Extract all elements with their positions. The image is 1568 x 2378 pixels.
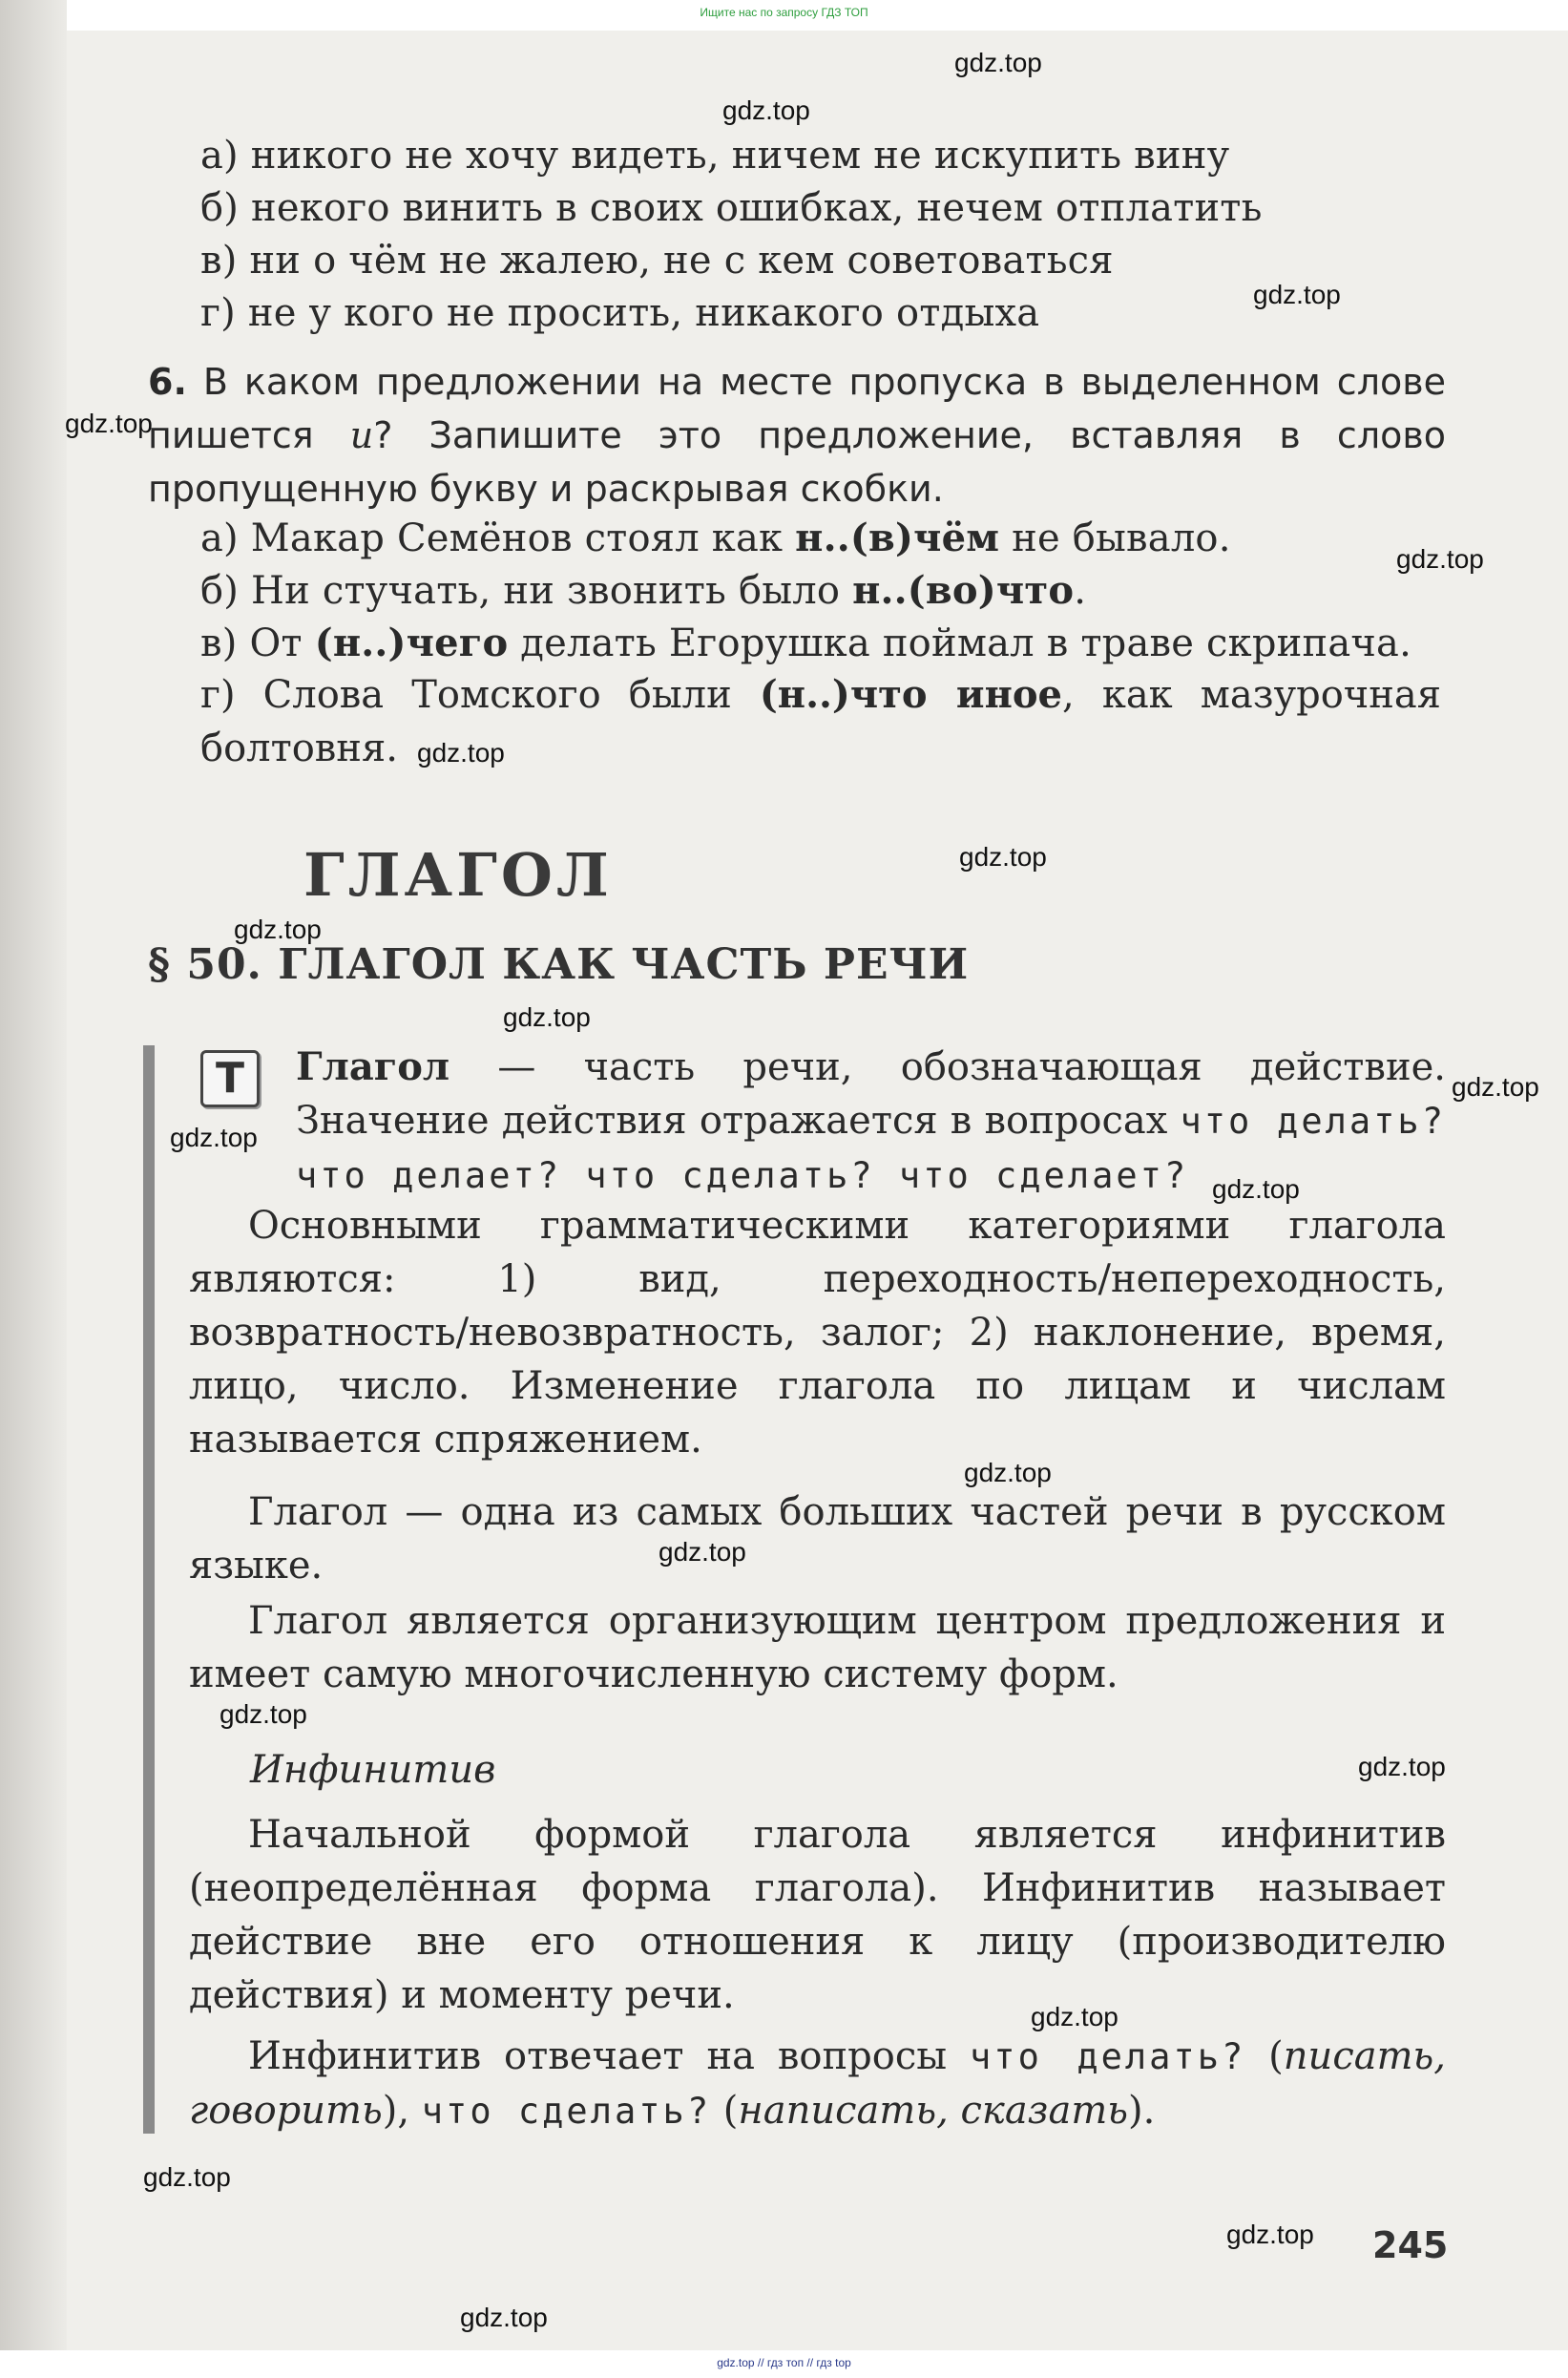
task6-b-bold: н..(во)что bbox=[852, 568, 1075, 613]
watermark: gdz.top bbox=[954, 48, 1042, 77]
theory-icon: T bbox=[200, 1050, 260, 1107]
task6-option-b bbox=[200, 568, 1086, 613]
task6-a-bold: н..(в)чём bbox=[795, 516, 1000, 560]
task5-option-c: в) ни о чём не жалею, не с кем советоваться bbox=[200, 239, 1114, 283]
theory-p4: Глагол является организующим центром предложения и имеет самую многочисленную систему форм. bbox=[189, 1599, 1446, 1696]
theory-p5: Начальной формой глагола является инфинитив (неопределённая форма глагола). Инфинитив называет действие вне его отношения к лицу (производителю действия) и моменту речи. bbox=[189, 1813, 1446, 2017]
task5-option-b: б) некого винить в своих ошибках, нечем отплатить bbox=[200, 186, 1263, 230]
task6-b-pre: б) Ни стучать, ни звонить было bbox=[200, 569, 853, 613]
theory-p6-ex2: написать, сказать bbox=[738, 2089, 1129, 2133]
watermark: gdz.top bbox=[143, 2162, 231, 2192]
task6-d-post: , как мазурочная болтовня. bbox=[200, 673, 1441, 770]
task5-option-d: г) не у кого не просить, никакого отдыха bbox=[200, 291, 1040, 335]
task6-a-pre: а) Макар Семёнов стоял как bbox=[200, 516, 796, 560]
watermark: gdz.top bbox=[234, 915, 322, 944]
section-title: ГЛАГОЛ bbox=[303, 840, 613, 910]
watermark: gdz.top bbox=[1031, 2002, 1119, 2031]
watermark: gdz.top bbox=[722, 95, 810, 125]
watermark: gdz.top bbox=[1253, 280, 1341, 309]
theory-p3: Глагол — одна из самых больших частей речи в русском языке. bbox=[189, 1490, 1446, 1588]
watermark: gdz.top bbox=[1226, 2220, 1314, 2249]
theory-p6-pre: Инфинитив отвечает на вопросы bbox=[248, 2034, 971, 2078]
watermark: gdz.top bbox=[417, 738, 505, 768]
infinitive-heading bbox=[250, 1743, 823, 1797]
theory-p6-q2: что сделать? bbox=[421, 2091, 712, 2132]
task6-d-bold: (н..)что иное bbox=[759, 672, 1062, 717]
task6-option-c bbox=[200, 621, 1411, 665]
task6-question bbox=[148, 355, 1446, 516]
task6-a-post: не бывало. bbox=[999, 516, 1231, 560]
task6-d-pre: г) Слова Томского были bbox=[200, 673, 760, 717]
watermark: gdz.top bbox=[964, 1458, 1052, 1487]
watermark: gdz.top bbox=[1396, 544, 1484, 574]
watermark: gdz.top bbox=[1452, 1072, 1539, 1102]
watermark: gdz.top bbox=[959, 842, 1047, 872]
theory-p1-text: — часть речи, обозначающая действие. Значение действия отражается в вопросах bbox=[296, 1045, 1446, 1143]
task6-option-a bbox=[200, 516, 1231, 560]
watermark: gdz.top bbox=[170, 1123, 258, 1152]
theory-p2: Основными грамматическими категориями глагола являются: 1) вид, переходность/непереходность, возвратность/невозвратность, залог; 2) наклонение, время, лицо, число. Изменение глагола по лицам и числам называется спряжением. bbox=[189, 1204, 1446, 1462]
footer-links[interactable]: gdz.top // гдз топ // гдз top bbox=[717, 2356, 851, 2369]
task6-letter: и bbox=[349, 414, 374, 456]
task6-option-d bbox=[200, 668, 1441, 775]
theory-term-glagol: Глагол bbox=[296, 1044, 450, 1089]
task6-c-pre: в) От bbox=[200, 621, 315, 665]
task6-c-bold: (н..)чего bbox=[314, 621, 509, 665]
infinitive-heading-text: Инфинитив bbox=[250, 1748, 496, 1792]
theory-p6: Инфинитив отвечает на вопросы что делать? (писать, говорить), что сделать? (написать, сказать). bbox=[189, 2034, 1446, 2133]
task5-option-a: а) никого не хочу видеть, ничем не искупить вину bbox=[200, 134, 1230, 178]
theory-p1-questions: что делать? что делает? что сделать? что сделает? bbox=[296, 1101, 1446, 1196]
top-banner[interactable]: Ищите нас по запросу ГДЗ ТОП bbox=[700, 6, 868, 19]
page-binding-shade bbox=[0, 0, 67, 2378]
task6-number: 6. bbox=[148, 361, 187, 403]
theory-p6-q1: что делать? bbox=[970, 2036, 1246, 2077]
task6-b-post: . bbox=[1074, 569, 1087, 613]
task6-text-1: В каком предложении на месте пропуска в выделенном слове пишется bbox=[148, 361, 1446, 456]
task6-text-2: ? Запишите это предложение, вставляя в слово пропущенную букву и раскрывая скобки. bbox=[148, 414, 1446, 510]
task6-c-post: делать Егорушка поймал в траве скрипача. bbox=[508, 621, 1412, 665]
theory-sidebar-bar bbox=[143, 1045, 155, 2134]
watermark: gdz.top bbox=[1358, 1752, 1446, 1781]
theory-p6-ex1: писать, говорить bbox=[189, 2034, 1446, 2133]
watermark: gdz.top bbox=[503, 1002, 591, 1032]
watermark: gdz.top bbox=[65, 409, 153, 438]
watermark: gdz.top bbox=[220, 1699, 307, 1729]
page-number: 245 bbox=[1372, 2224, 1449, 2266]
watermark: gdz.top bbox=[1212, 1174, 1300, 1204]
watermark: gdz.top bbox=[460, 2303, 548, 2332]
paragraph-title: § 50. ГЛАГОЛ КАК ЧАСТЬ РЕЧИ bbox=[148, 940, 970, 989]
watermark: gdz.top bbox=[659, 1537, 746, 1567]
